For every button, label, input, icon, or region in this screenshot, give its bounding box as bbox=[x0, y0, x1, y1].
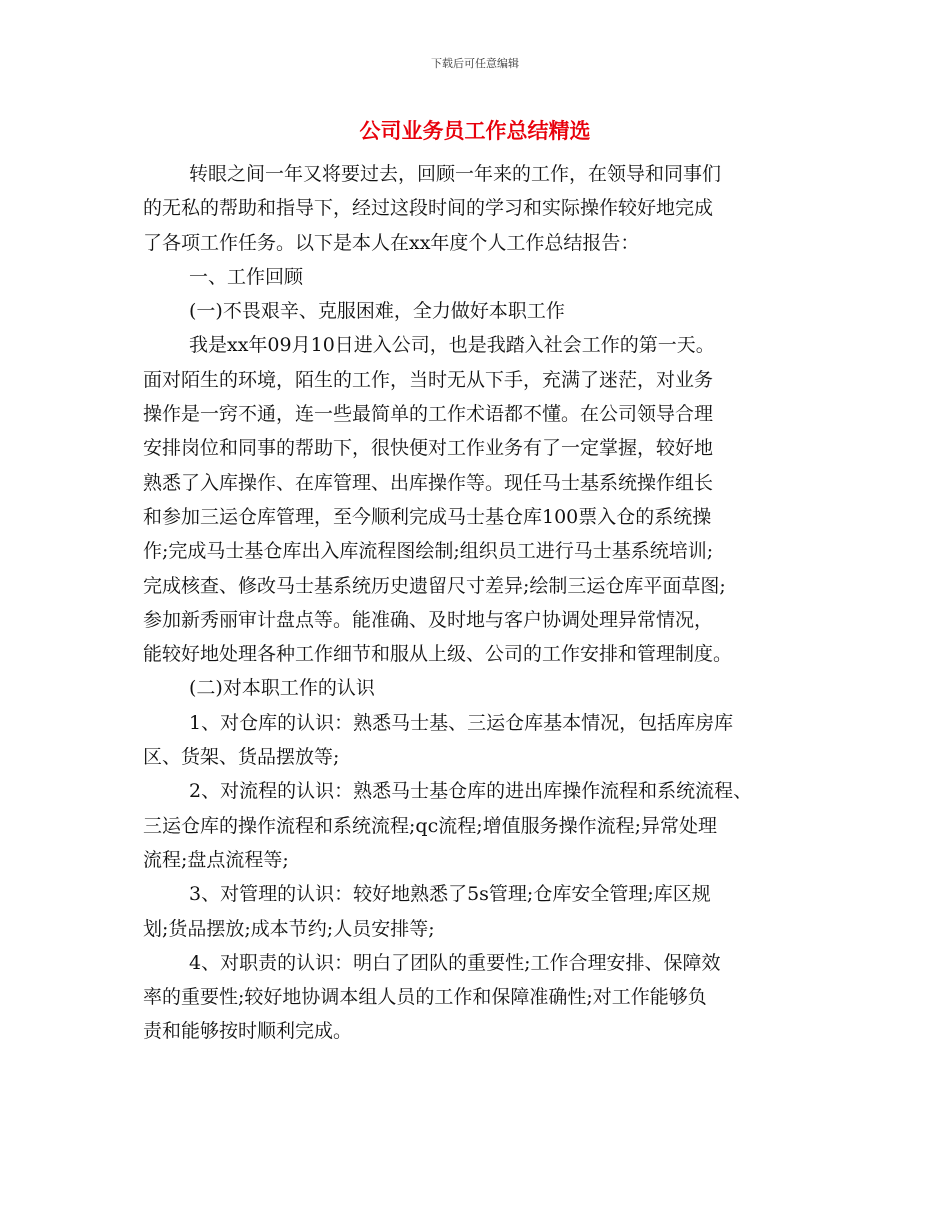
text-line: 转眼之间一年又将要过去，回顾一年来的工作，在领导和同事们 bbox=[189, 163, 722, 185]
text-line: (二)对本职工作的认识 bbox=[189, 677, 375, 700]
text-line: 了各项工作任务。以下是本人在xx年度个人工作总结报告： bbox=[143, 231, 640, 254]
text-line: 4、对职责的认识：明白了团队的重要性;工作合理安排、保障效 bbox=[189, 951, 721, 974]
document-title: 公司业务员工作总结精选 bbox=[359, 119, 591, 143]
document-body bbox=[143, 157, 823, 1049]
text-line: 区、货架、货品摆放等; bbox=[143, 746, 340, 769]
text-line: 我是xx年09月10日进入公司，也是我踏入社会工作的第一天。 bbox=[189, 334, 715, 357]
text-line: 1、对仓库的认识：熟悉马士基、三运仓库基本情况，包括库房库 bbox=[189, 711, 734, 734]
text-line: 作;完成马士基仓库出入库流程图绘制;组织员工进行马士基系统培训; bbox=[143, 540, 714, 563]
text-line: (一)不畏艰辛、克服困难，全力做好本职工作 bbox=[189, 300, 565, 323]
text-line: 熟悉了入库操作、在库管理、出库操作等。现任马士基系统操作组长 bbox=[143, 471, 714, 494]
text-line: 的无私的帮助和指导下，经过这段时间的学习和实际操作较好地完成 bbox=[143, 197, 714, 220]
text-line: 操作是一窍不通，连一些最简单的工作术语都不懂。在公司领导合理 bbox=[143, 403, 714, 426]
text-line: 3、对管理的认识：较好地熟悉了5s管理;仓库安全管理;库区规 bbox=[189, 883, 711, 906]
text-line: 面对陌生的环境，陌生的工作，当时无从下手，充满了迷茫，对业务 bbox=[143, 368, 714, 391]
text-line: 完成核查、修改马士基系统历史遗留尺寸差异;绘制三运仓库平面草图; bbox=[143, 574, 726, 597]
text-line: 能较好地处理各种工作细节和服从上级、公司的工作安排和管理制度。 bbox=[143, 643, 733, 666]
text-line: 和参加三运仓库管理，至今顺利完成马士基仓库100票入仓的系统操 bbox=[143, 505, 712, 528]
text-line: 划;货品摆放;成本节约;人员安排等; bbox=[143, 917, 435, 940]
text-line: 一、工作回顾 bbox=[189, 265, 304, 288]
text-line: 率的重要性;较好地协调本组人员的工作和保障准确性;对工作能够负 bbox=[143, 986, 707, 1009]
text-line: 安排岗位和同事的帮助下，很快便对工作业务有了一定掌握，较好地 bbox=[143, 437, 714, 460]
text-line: 流程;盘点流程等; bbox=[143, 848, 289, 871]
text-line: 责和能够按时顺利完成。 bbox=[143, 1020, 353, 1043]
text-line: 三运仓库的操作流程和系统流程;qc流程;增值服务操作流程;异常处理 bbox=[143, 814, 718, 837]
text-line: 参加新秀丽审计盘点等。能准确、及时地与客户协调处理异常情况， bbox=[143, 608, 714, 631]
header-note: 下载后可任意编辑 bbox=[431, 57, 519, 70]
text-line: 2、对流程的认识：熟悉马士基仓库的进出库操作流程和系统流程、 bbox=[189, 780, 753, 803]
